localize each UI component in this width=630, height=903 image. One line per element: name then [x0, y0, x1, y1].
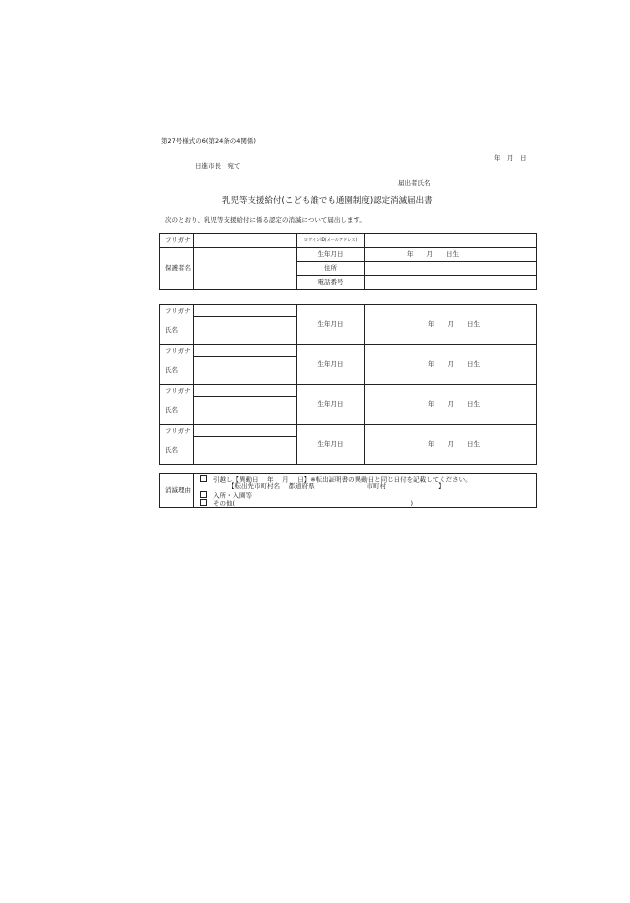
child-birthdate-field[interactable]: 年 月 日生: [365, 305, 537, 345]
child-name-label: 氏名: [160, 437, 194, 465]
guardian-birthdate-label: 生年月日: [297, 248, 365, 262]
child-name-field[interactable]: [194, 357, 297, 385]
addressee: 日進市長 宛て: [195, 162, 241, 170]
child-birthdate-label: 生年月日: [297, 305, 365, 345]
child-furigana-label: フリガナ: [160, 385, 194, 397]
date-line: 年 月 日: [494, 154, 527, 162]
guardian-table: [159, 233, 537, 290]
reason-option-enrollment[interactable]: [200, 491, 252, 499]
children-table: [159, 304, 537, 465]
child-name-field[interactable]: [194, 397, 297, 425]
guardian-phone-label: 電話番号: [297, 276, 365, 290]
child-birthdate-field[interactable]: 年 月 日生: [365, 385, 537, 425]
child-name-label: 氏名: [160, 357, 194, 385]
child-name-field[interactable]: [194, 437, 297, 465]
child-birthdate-field[interactable]: 年 月 日生: [365, 425, 537, 465]
reason-option-other[interactable]: [200, 499, 413, 507]
form-number: 第27号様式の6(第24条の4関係): [161, 137, 256, 145]
child-furigana-label: フリガナ: [160, 425, 194, 437]
guardian-address-label: 住所: [297, 262, 365, 276]
guardian-furigana-field[interactable]: [194, 234, 297, 248]
child-birthdate-label: 生年月日: [297, 345, 365, 385]
child-furigana-field[interactable]: [194, 345, 297, 357]
child-name-field[interactable]: [194, 317, 297, 345]
child-birthdate-label: 生年月日: [297, 425, 365, 465]
child-furigana-field[interactable]: [194, 425, 297, 437]
intro-text: 次のとおり、乳児等支援給付に係る認定の消滅について届出します。: [165, 216, 366, 224]
child-birthdate-label: 生年月日: [297, 385, 365, 425]
child-name-label: 氏名: [160, 317, 194, 345]
guardian-furigana-label: フリガナ: [160, 234, 194, 248]
checkbox-icon[interactable]: [200, 491, 207, 498]
guardian-phone-field[interactable]: [365, 276, 537, 290]
page-title: 乳児等支援給付(こども誰でも通園制度)認定消滅届出書: [222, 196, 433, 206]
child-name-label: 氏名: [160, 397, 194, 425]
child-birthdate-field[interactable]: 年 月 日生: [365, 345, 537, 385]
reason-option-enrollment-label: 入所・入園等: [213, 491, 252, 500]
child-furigana-field[interactable]: [194, 305, 297, 317]
guardian-name-field[interactable]: [194, 248, 297, 290]
reason-option-other-label: その他( ): [213, 499, 414, 508]
reason-option-moving-label: 引越し【異動日 年 月 日】※転出証明書の異動日と同じ日付を記載してください。: [213, 475, 472, 484]
child-furigana-label: フリガナ: [160, 305, 194, 317]
login-id-field[interactable]: [365, 234, 537, 248]
child-furigana-field[interactable]: [194, 385, 297, 397]
checkbox-icon[interactable]: [200, 475, 207, 482]
guardian-birthdate-field[interactable]: 年 月 日生: [365, 248, 537, 262]
login-id-label: ログインID(メールアドレス): [297, 234, 365, 248]
destination-municipality-line: 【転出先市町村名 都道府県 市町村 】: [228, 482, 445, 490]
checkbox-icon[interactable]: [200, 499, 207, 506]
child-furigana-label: フリガナ: [160, 345, 194, 357]
guardian-address-field[interactable]: [365, 262, 537, 276]
applicant-name-label: 届出者氏名: [398, 179, 431, 187]
guardian-name-label: 保護者名: [160, 248, 194, 290]
reason-label: 消滅理由: [160, 474, 194, 508]
